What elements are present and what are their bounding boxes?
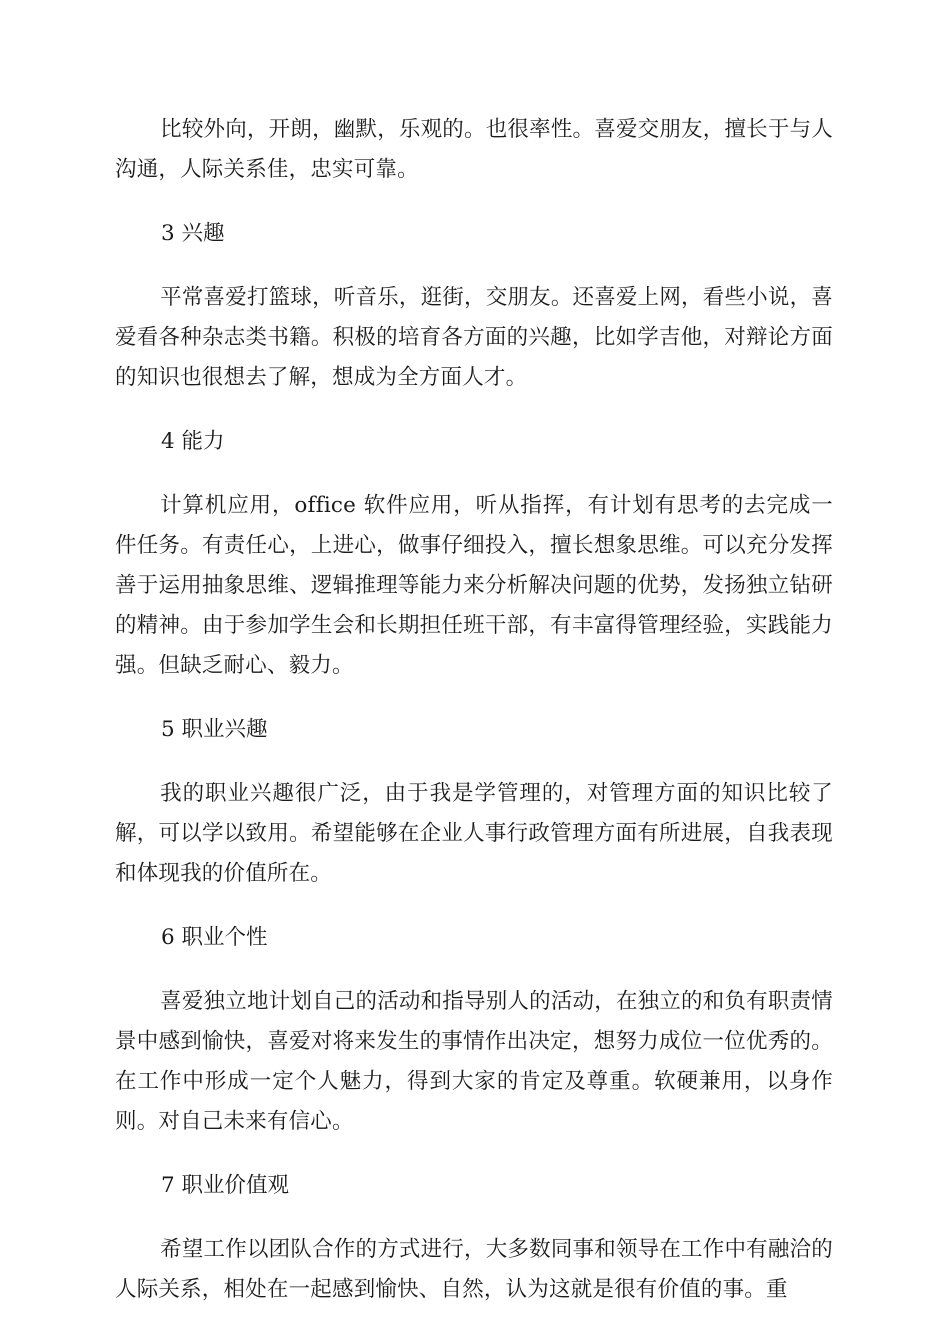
paragraph-career-personality: 喜爱独立地计划自己的活动和指导别人的活动，在独立的和负有职责情景中感到愉快，喜爱对将来发生的事情作出决定，想努力成位一位优秀的。在工作中形成一定个人魅力，得到大家的肯定及尊重。软硬兼用，以身作则。对自己未来有信心。: [115, 989, 833, 1134]
spacer: [115, 894, 833, 918]
heading-career-interests: 5 职业兴趣: [161, 717, 268, 742]
heading-abilities: 4 能力: [161, 429, 225, 454]
document-page: [115, 110, 833, 1310]
paragraph-interests: 平常喜爱打篮球，听音乐，逛街，交朋友。还喜爱上网，看些小说，喜爱看各种杂志类书籍。积极的培育各方面的兴趣，比如学吉他，对辩论方面的知识也很想去了解，想成为全方面人才。: [115, 285, 833, 390]
spacer: [115, 398, 833, 422]
spacer: [115, 1206, 833, 1230]
heading-career-personality: 6 职业个性: [161, 925, 268, 950]
spacer: [115, 462, 833, 486]
spacer: [115, 190, 833, 214]
paragraph-career-values: 希望工作以团队合作的方式进行，大多数同事和领导在工作中有融洽的人际关系，相处在一起感到愉快、自然，认为这就是很有价值的事。重: [115, 1237, 833, 1302]
heading-interests: 3 兴趣: [161, 221, 225, 246]
heading-career-values: 7 职业价值观: [161, 1173, 290, 1198]
spacer: [115, 1142, 833, 1166]
paragraph-career-interests: 我的职业兴趣很广泛，由于我是学管理的，对管理方面的知识比较了解，可以学以致用。希望能够在企业人事行政管理方面有所进展，自我表现和体现我的价值所在。: [115, 781, 833, 886]
spacer: [115, 686, 833, 710]
spacer: [115, 958, 833, 982]
paragraph-personality: 比较外向，开朗，幽默，乐观的。也很率性。喜爱交朋友，擅长于与人沟通，人际关系佳，忠实可靠。: [115, 117, 833, 182]
spacer: [115, 750, 833, 774]
paragraph-abilities: 计算机应用，office 软件应用，听从指挥，有计划有思考的去完成一件任务。有责任心，上进心，做事仔细投入，擅长想象思维。可以充分发挥善于运用抽象思维、逻辑推理等能力来分析解决问题的优势，发扬独立钻研的精神。由于参加学生会和长期担任班干部，有丰富得管理经验，实践能力强。但缺乏耐心、毅力。: [115, 493, 833, 678]
spacer: [115, 254, 833, 278]
